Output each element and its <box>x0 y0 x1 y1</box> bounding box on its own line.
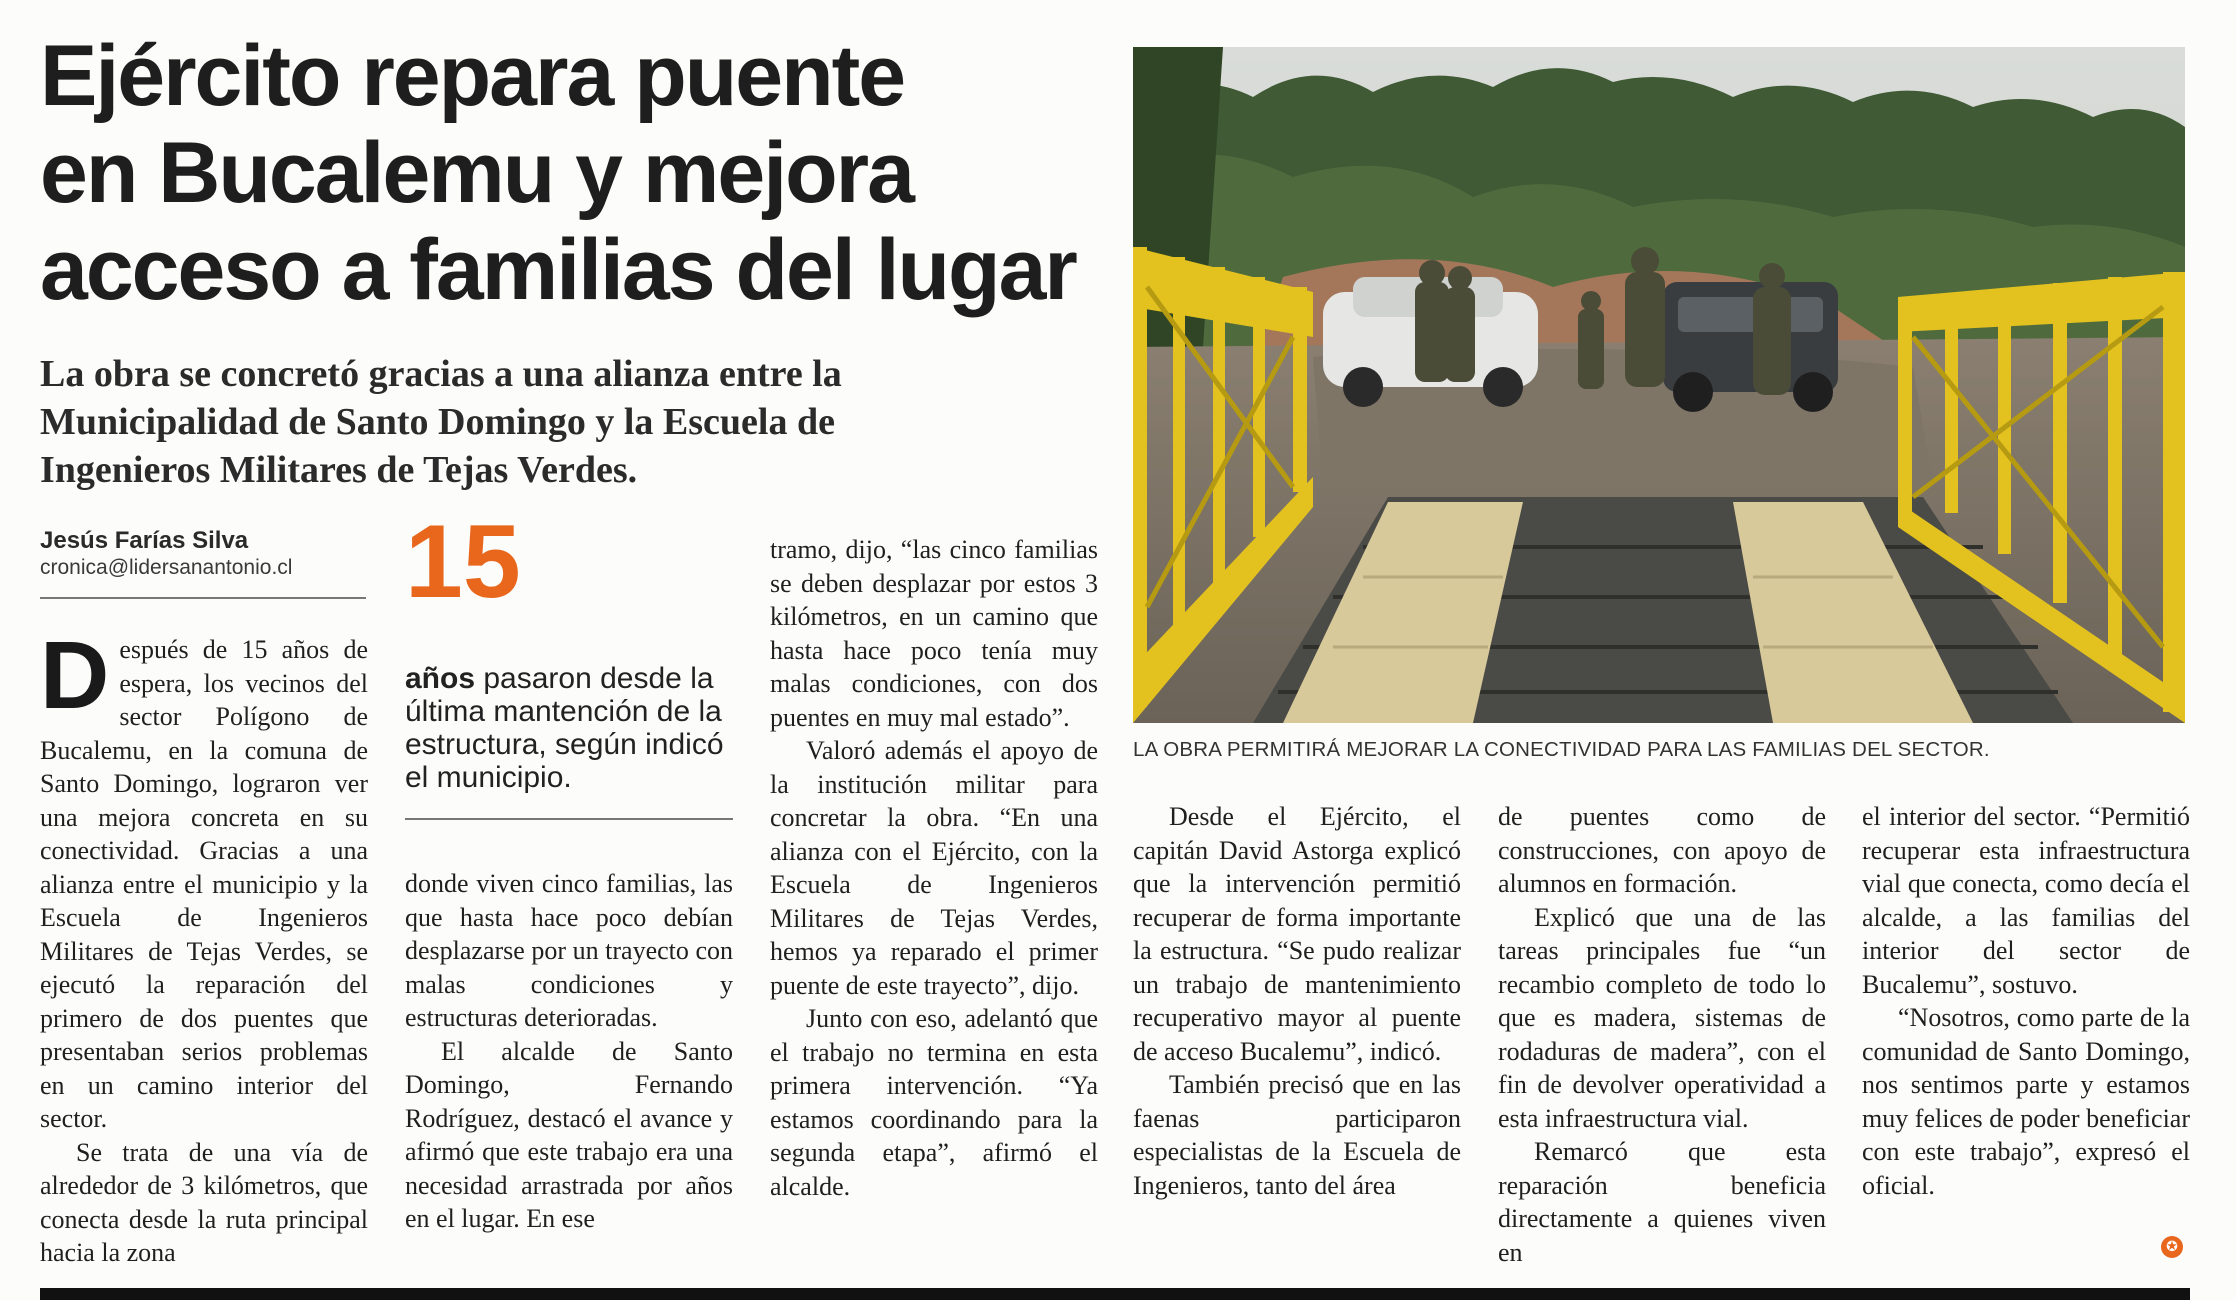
body-paragraph: Remarcó que esta reparación beneficia directamente a quienes viven en <box>1498 1137 1826 1267</box>
body-paragraph: Valoró además el apoyo de la institución militar para concretar la obra. “En una alianza con el Ejército, con la Escuela de Ingenieros Militares de Tejas Verdes, hemos ya reparado el primer puente de este trayecto”, dijo. <box>770 736 1098 1000</box>
body-column-2 <box>405 867 733 1236</box>
bridge-photo <box>1133 47 2185 723</box>
body-column-4 <box>1133 800 1461 1202</box>
pull-stat-bold: años <box>405 662 476 695</box>
body-paragraph: el interior del sector. “Permitió recuperar esta infraestructura vial que conecta, como decía el alcalde, a las familias del interior del sector de Bucalemu”, sostuvo. <box>1862 802 2190 999</box>
body-column-5 <box>1498 800 1826 1269</box>
headline-line-1: Ejército repara puente <box>40 28 905 124</box>
body-paragraph: espués de 15 años de espera, los vecinos del sector Polígono de Bucalemu, en la comuna de Santo Domingo, lograron ver una mejora concreta en su conectividad. Gracias a una alianza entre el municipio y la Escuela de Ingenieros Militares de Tejas Verdes, se ejecutó la reparación del primero de dos puentes que presentaban serios problemas en un camino interior del sector. <box>40 635 368 1133</box>
body-paragraph: Explicó que una de las tareas principales fue “un recambio completo de todo lo que es madera, sistemas de rodaduras de madera”, con el fin de devolver operatividad a esta infraestructura vial. <box>1498 902 1826 1133</box>
deck-line-1: La obra se concretó gracias a una alianza entre la <box>40 353 842 395</box>
page-bottom-rule <box>40 1288 2190 1300</box>
deck-subtitle <box>40 350 1120 494</box>
photo-caption: LA OBRA PERMITIRÁ MEJORAR LA CONECTIVIDAD PARA LAS FAMILIAS DEL SECTOR. <box>1133 738 1990 761</box>
headline <box>40 28 1120 319</box>
deck-line-2: Municipalidad de Santo Domingo y la Escuela de <box>40 401 835 443</box>
body-column-6 <box>1862 800 2190 1202</box>
body-paragraph: de puentes como de construcciones, con apoyo de alumnos en formación. <box>1498 802 1826 898</box>
deck-line-3: Ingenieros Militares de Tejas Verdes. <box>40 449 638 491</box>
pull-stat-number: 15 <box>405 504 521 620</box>
drop-cap: D <box>40 622 110 729</box>
body-paragraph: Desde el Ejército, el capitán David Astorga explicó que la intervención permitió recuperar de forma importante la estructura. “Se pudo realizar un trabajo de mantenimiento recuperativo mayor al puente de acceso Bucalemu”, indicó. <box>1133 802 1461 1066</box>
body-column-3 <box>770 533 1098 1203</box>
body-paragraph: donde viven cinco familias, las que hasta hace poco debían desplazarse por un trayecto con malas condiciones y estructuras deterioradas. <box>405 869 733 1032</box>
headline-line-2: en Bucalemu y mejora <box>40 125 913 221</box>
body-paragraph: tramo, dijo, “las cinco familias se deben desplazar por estos 3 kilómetros, en un camino que hasta hace poco tenía muy malas condiciones, con dos puentes en muy mal estado”. <box>770 535 1098 732</box>
headline-line-3: acceso a familias del lugar <box>40 222 1076 318</box>
body-paragraph: También precisó que en las faenas participaron especialistas de la Escuela de Ingenieros, tanto del área <box>1133 1070 1461 1200</box>
byline-author: Jesús Farías Silva <box>40 527 249 554</box>
body-paragraph: “Nosotros, como parte de la comunidad de Santo Domingo, nos sentimos parte y estamos muy felices de poder beneficiar con este trabajo”, expresó el oficial. <box>1862 1003 2190 1200</box>
body-paragraph: El alcalde de Santo Domingo, Fernando Rodríguez, destacó el avance y afirmó que este trabajo era una necesidad arrastrada por años en el lugar. En ese <box>405 1036 733 1233</box>
byline-divider <box>40 597 366 599</box>
pull-stat-text <box>405 662 735 794</box>
article-end-icon: ✪ <box>2161 1236 2183 1258</box>
body-paragraph: Se trata de una vía de alrededor de 3 kilómetros, que conecta desde la ruta principal hacia la zona <box>40 1137 368 1267</box>
body-column-1 <box>40 622 368 1270</box>
body-paragraph: Junto con eso, adelantó que el trabajo no termina en esta primera intervención. “Ya estamos coordinando para la segunda etapa”, afirmó el alcalde. <box>770 1004 1098 1201</box>
pull-stat-divider <box>405 818 733 820</box>
byline-email[interactable]: cronica@lidersanantonio.cl <box>40 556 293 579</box>
pull-stat-description: pasaron desde la última mantención de la estructura, según indicó el municipio. <box>405 662 724 794</box>
